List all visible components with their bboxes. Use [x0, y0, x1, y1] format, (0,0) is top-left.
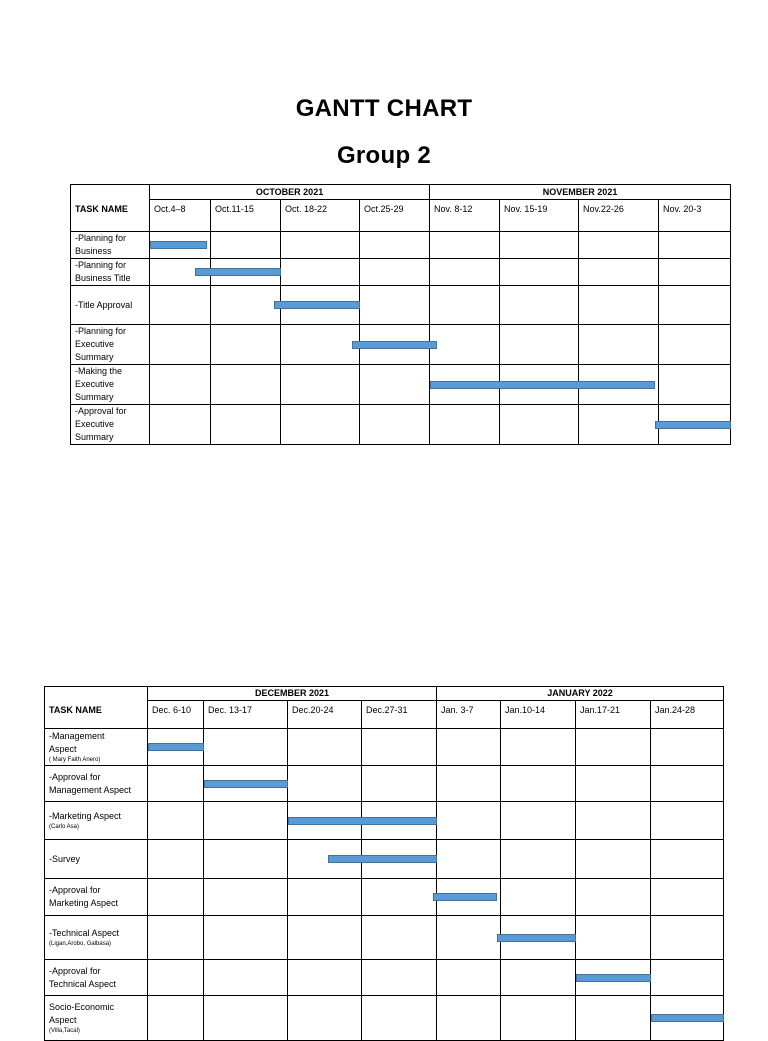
- week-header: Oct.11-15: [211, 200, 281, 232]
- week-cell: [437, 766, 501, 802]
- week-cell: [501, 729, 576, 766]
- week-cell: [150, 259, 211, 286]
- task-name-line: Summary: [75, 432, 114, 442]
- week-cell: [204, 916, 288, 960]
- task-assignee-note: (Villa,Tacal): [49, 1027, 80, 1034]
- task-assignee-note: ( Mary Faith Anero): [49, 756, 101, 763]
- task-name-line: Aspect: [49, 1014, 77, 1025]
- week-cell: [430, 405, 500, 445]
- week-cell: [288, 729, 362, 766]
- task-row: [45, 879, 724, 916]
- week-header: Oct. 18-22: [281, 200, 360, 232]
- task-row: [71, 365, 731, 405]
- task-name-line: Executive: [75, 339, 115, 349]
- task-assignee-note: (Ligan,Arobo, Galbasa): [49, 940, 112, 947]
- week-cell: [362, 879, 437, 916]
- week-cell: [651, 729, 724, 766]
- week-cell: [360, 365, 430, 405]
- task-name-line: Management Aspect: [49, 784, 132, 795]
- week-cell: [500, 232, 579, 259]
- week-header: Jan.24-28: [651, 701, 724, 729]
- week-cell: [659, 405, 731, 445]
- week-cell: [501, 916, 576, 960]
- week-cell: [430, 365, 500, 405]
- task-row: [45, 996, 724, 1041]
- week-header: Jan. 3-7: [437, 701, 501, 729]
- week-cell: [501, 996, 576, 1041]
- week-cell: [288, 802, 362, 840]
- week-cell: [437, 879, 501, 916]
- week-cell: [281, 405, 360, 445]
- task-name-cell: [71, 365, 150, 405]
- task-name-line: Marketing Aspect: [49, 898, 119, 908]
- week-cell: [362, 840, 437, 879]
- week-cell: [150, 286, 211, 325]
- week-cell: [288, 916, 362, 960]
- week-cell: [651, 802, 724, 840]
- task-name-cell: [71, 325, 150, 365]
- week-cell: [576, 729, 651, 766]
- task-name-cell: [45, 840, 148, 879]
- week-cell: [148, 840, 204, 879]
- week-cell: [659, 232, 731, 259]
- task-row: [71, 405, 731, 445]
- week-cell: [437, 960, 501, 996]
- week-header: Oct.4–8: [150, 200, 211, 232]
- task-row: [45, 960, 724, 996]
- week-cell: [651, 996, 724, 1041]
- week-cell: [204, 960, 288, 996]
- task-name-cell: [45, 879, 148, 916]
- week-cell: [576, 766, 651, 802]
- task-name-line: Executive: [75, 379, 115, 389]
- task-name-header: TASK NAME: [45, 701, 148, 729]
- week-cell: [204, 879, 288, 916]
- week-cell: [651, 916, 724, 960]
- week-header: Dec. 13-17: [204, 701, 288, 729]
- task-row: [71, 259, 731, 286]
- task-name-header: TASK NAME: [71, 200, 150, 232]
- task-name-cell: [45, 766, 148, 802]
- week-header: Dec. 6-10: [148, 701, 204, 729]
- week-cell: [500, 286, 579, 325]
- week-cell: [211, 232, 281, 259]
- week-cell: [281, 232, 360, 259]
- week-cell: [148, 802, 204, 840]
- week-cell: [651, 766, 724, 802]
- week-cell: [579, 325, 659, 365]
- week-cell: [148, 729, 204, 766]
- month-header: JANUARY 2022: [437, 687, 724, 701]
- week-cell: [437, 802, 501, 840]
- week-cell: [362, 729, 437, 766]
- week-cell: [659, 286, 731, 325]
- week-cell: [281, 286, 360, 325]
- week-cell: [500, 405, 579, 445]
- week-cell: [360, 232, 430, 259]
- task-name-line: -Approval for: [49, 885, 101, 895]
- week-cell: [500, 325, 579, 365]
- week-cell: [501, 802, 576, 840]
- week-cell: [211, 405, 281, 445]
- week-cell: [148, 996, 204, 1041]
- week-cell: [288, 766, 362, 802]
- week-cell: [204, 729, 288, 766]
- week-cell: [576, 960, 651, 996]
- week-cell: [576, 879, 651, 916]
- week-cell: [659, 259, 731, 286]
- task-name-line: Summary: [75, 352, 114, 362]
- blank-corner: [71, 185, 150, 200]
- week-cell: [501, 879, 576, 916]
- week-cell: [360, 325, 430, 365]
- task-name-line: Aspect: [49, 743, 77, 754]
- week-cell: [576, 996, 651, 1041]
- week-cell: [659, 325, 731, 365]
- month-header: NOVEMBER 2021: [430, 185, 731, 200]
- blank-corner: [45, 687, 148, 701]
- week-cell: [500, 365, 579, 405]
- week-cell: [288, 879, 362, 916]
- week-cell: [579, 365, 659, 405]
- task-name-cell: [45, 729, 148, 766]
- week-cell: [211, 259, 281, 286]
- week-cell: [576, 802, 651, 840]
- week-cell: [288, 960, 362, 996]
- week-cell: [360, 259, 430, 286]
- week-cell: [579, 286, 659, 325]
- task-name-line: -Technical Aspect: [49, 927, 120, 938]
- week-cell: [659, 365, 731, 405]
- task-name-line: Socio-Economic: [49, 1001, 115, 1012]
- week-cell: [437, 916, 501, 960]
- task-row: [45, 729, 724, 766]
- week-cell: [211, 286, 281, 325]
- week-cell: [501, 960, 576, 996]
- week-cell: [204, 840, 288, 879]
- week-header: Nov. 15-19: [500, 200, 579, 232]
- week-cell: [430, 325, 500, 365]
- week-cell: [437, 996, 501, 1041]
- week-header: Jan.10-14: [501, 701, 576, 729]
- task-name-line: Executive: [75, 419, 115, 429]
- task-row: [71, 232, 731, 259]
- task-name-cell: [71, 259, 150, 286]
- task-name-cell: [71, 405, 150, 445]
- task-name-cell: [71, 232, 150, 259]
- week-cell: [211, 365, 281, 405]
- task-name-line: -Planning for: [75, 260, 127, 270]
- task-name-cell: [45, 960, 148, 996]
- week-cell: [150, 405, 211, 445]
- task-name-line: -Planning for: [75, 326, 127, 336]
- task-name-line: Business Title: [75, 273, 131, 283]
- week-header: Oct.25-29: [360, 200, 430, 232]
- week-cell: [576, 840, 651, 879]
- task-name-line: Summary: [75, 392, 114, 402]
- month-header: DECEMBER 2021: [148, 687, 437, 701]
- week-cell: [281, 365, 360, 405]
- week-header: Nov.22-26: [579, 200, 659, 232]
- week-header: Nov. 20-3: [659, 200, 731, 232]
- week-cell: [579, 405, 659, 445]
- task-row: [45, 840, 724, 879]
- task-name-line: -Making the: [75, 366, 123, 376]
- task-assignee-note: (Carlo Asa): [49, 823, 80, 830]
- week-cell: [362, 960, 437, 996]
- week-cell: [360, 286, 430, 325]
- week-cell: [500, 259, 579, 286]
- month-header: OCTOBER 2021: [150, 185, 430, 200]
- task-name-cell: [45, 916, 148, 960]
- week-cell: [204, 766, 288, 802]
- task-name-line: -Approval for: [75, 406, 127, 416]
- gantt-table-oct-nov: [70, 184, 731, 445]
- task-name-line: Business: [75, 246, 112, 256]
- week-cell: [211, 325, 281, 365]
- task-name-line: -Title Approval: [75, 299, 133, 310]
- week-cell: [651, 960, 724, 996]
- week-cell: [362, 766, 437, 802]
- week-cell: [150, 325, 211, 365]
- task-name-line: -Approval for: [49, 771, 101, 782]
- task-name-cell: [71, 286, 150, 325]
- week-cell: [576, 916, 651, 960]
- week-cell: [281, 325, 360, 365]
- week-cell: [288, 840, 362, 879]
- week-cell: [281, 259, 360, 286]
- week-cell: [360, 405, 430, 445]
- week-cell: [362, 802, 437, 840]
- week-cell: [579, 259, 659, 286]
- week-cell: [150, 232, 211, 259]
- task-name-line: -Planning for: [75, 233, 127, 243]
- page-subtitle: Group 2: [336, 142, 432, 169]
- task-name-line: Technical Aspect: [49, 978, 117, 989]
- task-row: [45, 802, 724, 840]
- week-header: Dec.27-31: [362, 701, 437, 729]
- week-cell: [362, 996, 437, 1041]
- week-cell: [150, 365, 211, 405]
- week-cell: [148, 879, 204, 916]
- week-cell: [204, 802, 288, 840]
- task-name-line: -Approval for: [49, 965, 101, 976]
- week-cell: [362, 916, 437, 960]
- week-cell: [437, 729, 501, 766]
- week-cell: [437, 840, 501, 879]
- week-cell: [501, 766, 576, 802]
- task-name-cell: [45, 996, 148, 1041]
- week-cell: [579, 232, 659, 259]
- task-row: [45, 766, 724, 802]
- week-cell: [288, 996, 362, 1041]
- week-cell: [430, 286, 500, 325]
- week-cell: [204, 996, 288, 1041]
- week-cell: [148, 960, 204, 996]
- task-name-line: -Survey: [49, 853, 81, 864]
- task-row: [45, 916, 724, 960]
- week-cell: [148, 766, 204, 802]
- page-title: GANTT CHART: [295, 95, 473, 122]
- week-cell: [651, 840, 724, 879]
- task-name-line: -Management: [49, 730, 105, 741]
- week-cell: [430, 259, 500, 286]
- gantt-table-dec-jan: [44, 686, 724, 1041]
- week-header: Dec.20-24: [288, 701, 362, 729]
- week-header: Nov. 8-12: [430, 200, 500, 232]
- week-cell: [501, 840, 576, 879]
- task-row: [71, 325, 731, 365]
- week-cell: [651, 879, 724, 916]
- week-cell: [148, 916, 204, 960]
- week-cell: [430, 232, 500, 259]
- task-name-line: -Marketing Aspect: [49, 810, 122, 821]
- task-row: [71, 286, 731, 325]
- task-name-cell: [45, 802, 148, 840]
- week-header: Jan.17-21: [576, 701, 651, 729]
